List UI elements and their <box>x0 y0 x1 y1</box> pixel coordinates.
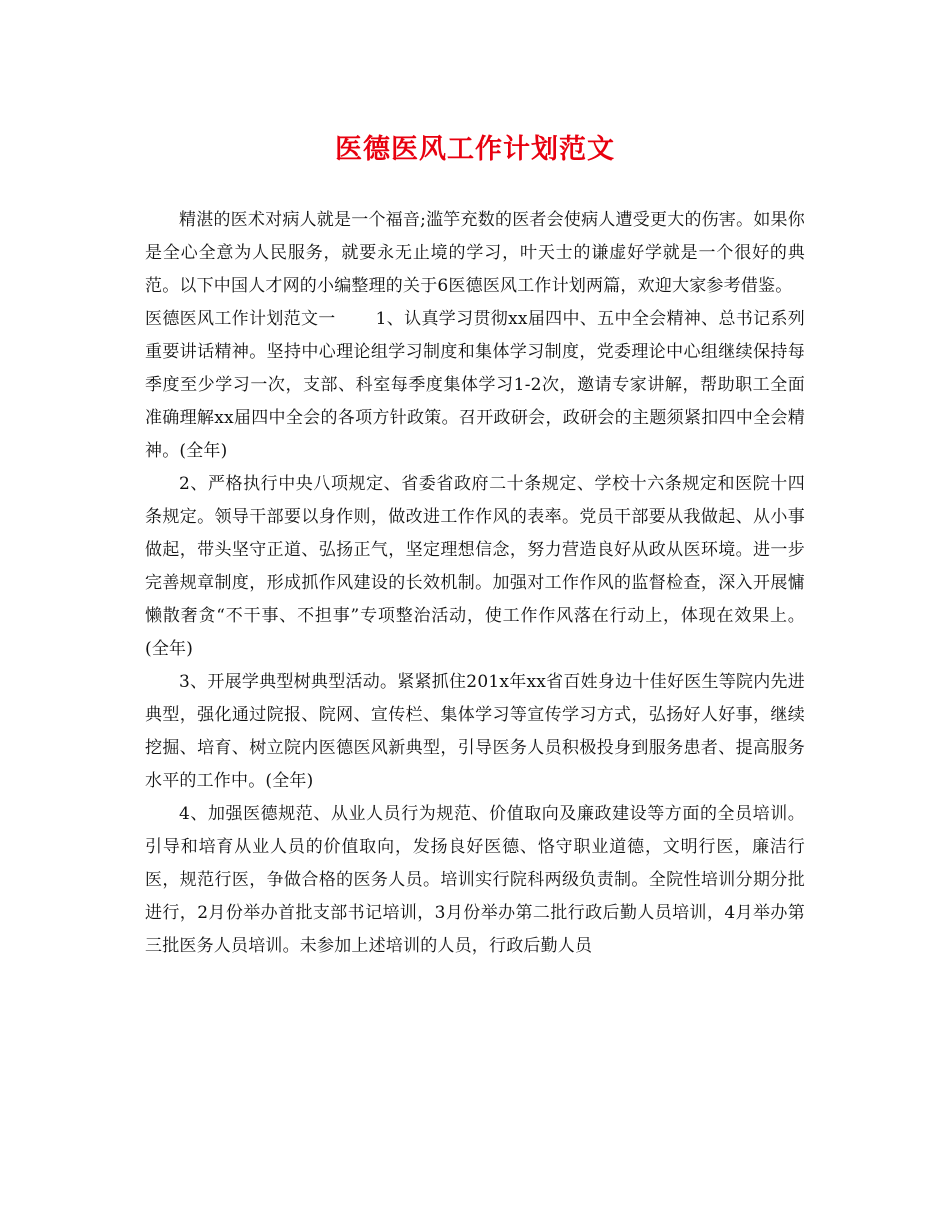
document-title: 医德医风工作计划范文 <box>335 134 615 165</box>
item-1-text: 1、认真学习贯彻xx届四中、五中全会精神、总书记系列重要讲话精神。坚持中心理论组学习制度和集体学习制度，党委理论中心组继续保持每季度至少学习一次，支部、科室每季度集体学习1-2次，邀请专家讲解，帮助职工全面准确理解xx届四中全会的各项方针政策。召开政研会，政研会的主题须紧扣四中全会精神。(全年) <box>145 309 805 461</box>
section-one-paragraph <box>145 303 805 468</box>
item-4-paragraph: 4、加强医德规范、从业人员行为规范、价值取向及廉政建设等方面的全员培训。引导和培育从业人员的价值取向，发扬良好医德、恪守职业道德，文明行医，廉洁行医，规范行医，争做合格的医务人员。培训实行院科两级负责制。全院性培训分期分批进行，2月份举办首批支部书记培训，3月份举办第二批行政后勤人员培训，4月举办第三批医务人员培训。未参加上述培训的人员，行政后勤人员 <box>145 804 805 956</box>
intro-paragraph: 精湛的医术对病人就是一个福音;滥竽充数的医者会使病人遭受更大的伤害。如果你是全心全意为人民服务，就要永无止境的学习，叶天士的谦虚好学就是一个很好的典范。以下中国人才网的小编整理的关于6医德医风工作计划两篇，欢迎大家参考借鉴。 <box>145 210 805 296</box>
section-heading: 医德医风工作计划范文一 <box>145 309 336 329</box>
item-3-paragraph: 3、开展学典型树典型活动。紧紧抓住201x年xx省百姓身边十佳好医生等院内先进典型，强化通过院报、院网、宣传栏、集体学习等宣传学习方式，弘扬好人好事，继续挖掘、培育、树立院内医德医风新典型，引导医务人员积极投身到服务患者、提高服务水平的工作中。(全年) <box>145 672 805 791</box>
item-2-paragraph: 2、严格执行中央八项规定、省委省政府二十条规定、学校十六条规定和医院十四条规定。领导干部要以身作则，做改进工作作风的表率。党员干部要从我做起、从小事做起，带头坚守正道、弘扬正气，坚定理想信念，努力营造良好从政从医环境。进一步完善规章制度，形成抓作风建设的长效机制。加强对工作作风的监督检查，深入开展慵懒散奢贪“不干事、不担事”专项整治活动，使工作作风落在行动上，体现在效果上。(全年) <box>145 474 805 659</box>
document-body <box>145 204 805 963</box>
